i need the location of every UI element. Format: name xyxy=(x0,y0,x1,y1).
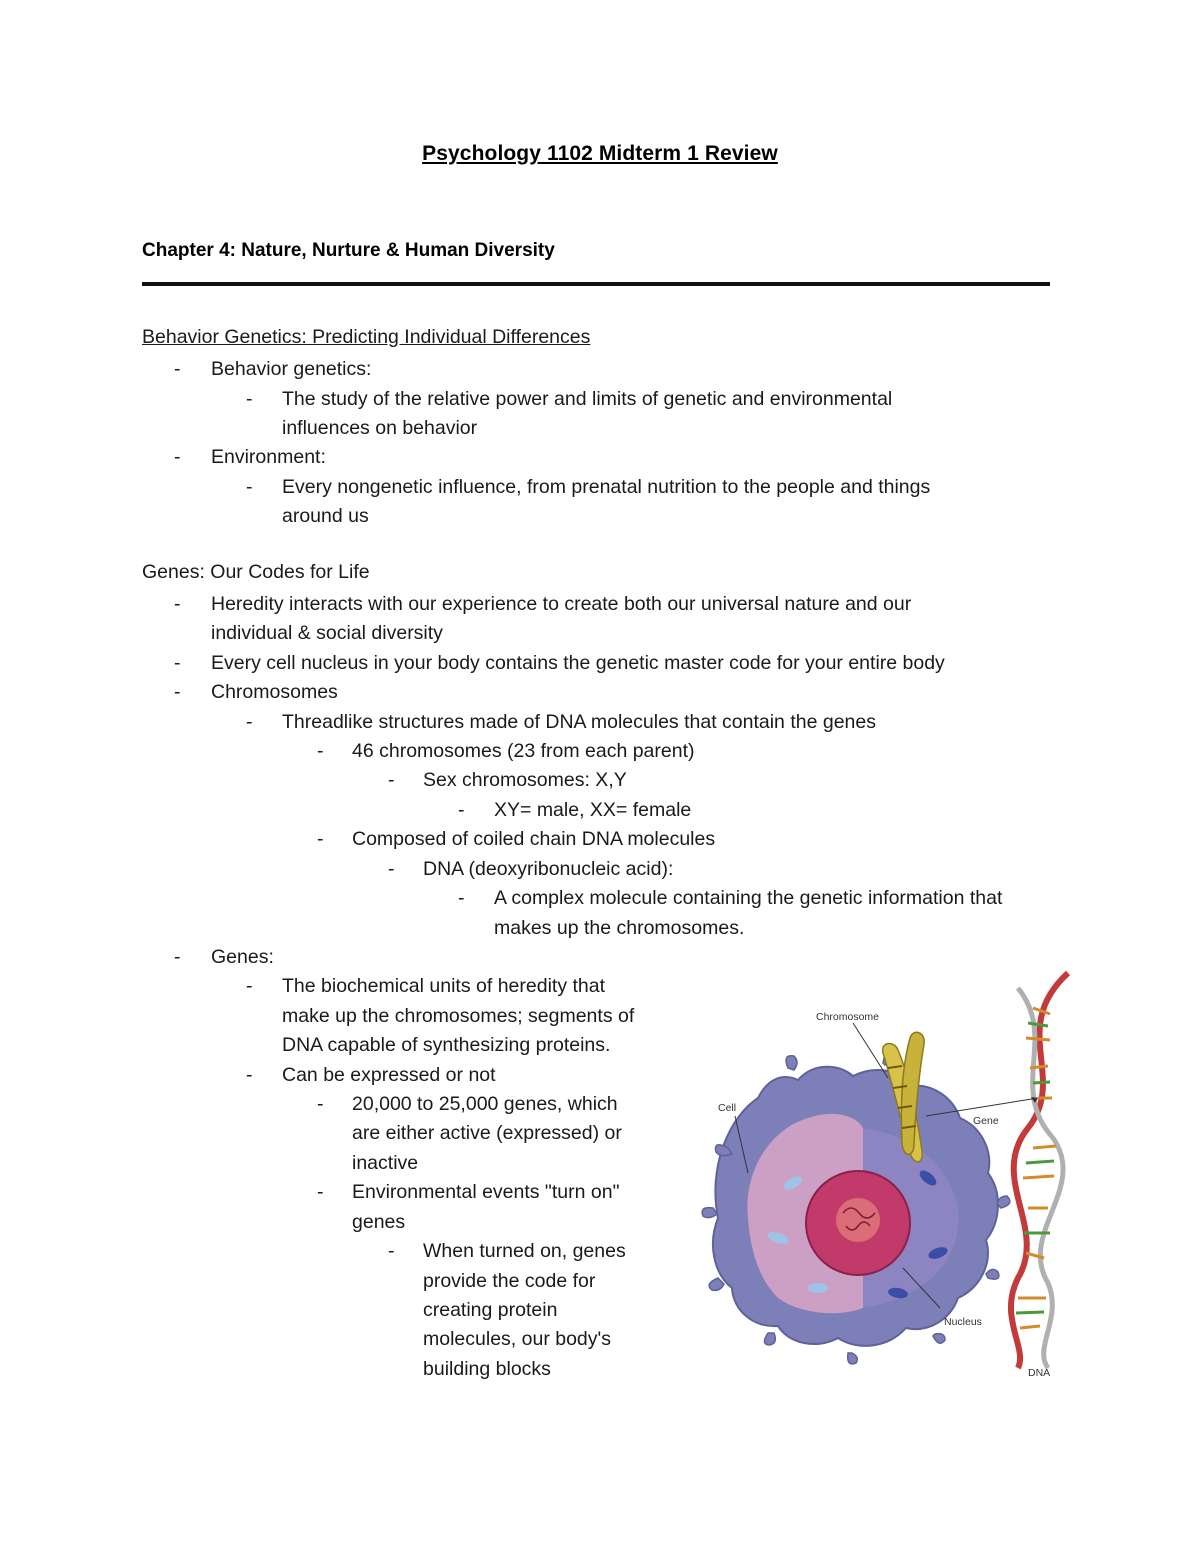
bullet-dash: - xyxy=(246,975,253,997)
bullet-dash: - xyxy=(246,711,253,733)
label-gene: Gene xyxy=(973,1115,999,1127)
list-item: XY= male, XX= female xyxy=(494,799,692,821)
list-item: 20,000 to 25,000 genes, which xyxy=(352,1093,618,1115)
list-item: Chromosomes xyxy=(211,681,338,703)
list-item: 46 chromosomes (23 from each parent) xyxy=(352,740,695,762)
label-chromosome: Chromosome xyxy=(816,1011,880,1023)
list-item: Every cell nucleus in your body contains the genetic master code for your entire body xyxy=(211,652,945,674)
list-item: creating protein xyxy=(423,1299,558,1321)
list-item: Behavior genetics: xyxy=(211,358,372,380)
list-item: genes xyxy=(352,1211,406,1233)
bullet-dash: - xyxy=(317,740,324,762)
horizontal-rule xyxy=(142,282,1050,286)
bullet-dash: - xyxy=(317,1181,324,1203)
list-item: individual & social diversity xyxy=(211,622,443,644)
cell-dna-svg xyxy=(688,968,1088,1383)
list-item: Can be expressed or not xyxy=(282,1064,496,1086)
section-heading-behavior-genetics: Behavior Genetics: Predicting Individual Differences xyxy=(142,326,591,348)
list-item: Environment: xyxy=(211,446,326,468)
document-title: Psychology 1102 Midterm 1 Review xyxy=(422,142,778,165)
bullet-dash: - xyxy=(174,358,181,380)
bullet-dash: - xyxy=(388,1240,395,1262)
list-item: around us xyxy=(282,505,369,527)
label-dna: DNA xyxy=(1028,1367,1051,1379)
list-item: make up the chromosomes; segments of xyxy=(282,1005,635,1027)
list-item: Heredity interacts with our experience to create both our universal nature and our xyxy=(211,593,912,615)
list-item: provide the code for xyxy=(423,1270,596,1292)
bullet-dash: - xyxy=(246,1064,253,1086)
list-item: molecules, our body's xyxy=(423,1328,611,1350)
list-item: influences on behavior xyxy=(282,417,478,439)
list-item: The study of the relative power and limits of genetic and environmental xyxy=(282,388,893,410)
list-item: DNA (deoxyribonucleic acid): xyxy=(423,858,674,880)
cell-dna-illustration xyxy=(688,968,1088,1383)
bullet-dash: - xyxy=(388,858,395,880)
bullet-dash: - xyxy=(317,1093,324,1115)
list-item: Genes: xyxy=(211,946,274,968)
chapter-heading: Chapter 4: Nature, Nurture & Human Diversity xyxy=(142,240,555,261)
list-item: are either active (expressed) or xyxy=(352,1122,622,1144)
bullet-dash: - xyxy=(317,828,324,850)
list-item: building blocks xyxy=(423,1358,551,1380)
bullet-dash: - xyxy=(458,887,465,909)
bullet-dash: - xyxy=(246,476,253,498)
list-item: inactive xyxy=(352,1152,419,1174)
bullet-dash: - xyxy=(174,446,181,468)
list-item: The biochemical units of heredity that xyxy=(282,975,606,997)
list-item: Composed of coiled chain DNA molecules xyxy=(352,828,716,850)
list-item: Environmental events "turn on" xyxy=(352,1181,620,1203)
bullet-dash: - xyxy=(174,946,181,968)
list-item: makes up the chromosomes. xyxy=(494,917,745,939)
bullet-dash: - xyxy=(174,652,181,674)
list-item: Threadlike structures made of DNA molecules that contain the genes xyxy=(282,711,876,733)
list-item: Every nongenetic influence, from prenatal nutrition to the people and things xyxy=(282,476,931,498)
list-item: When turned on, genes xyxy=(423,1240,626,1262)
list-item: Sex chromosomes: X,Y xyxy=(423,769,627,791)
bullet-dash: - xyxy=(458,799,465,821)
section-heading-genes: Genes: Our Codes for Life xyxy=(142,561,370,583)
bullet-dash: - xyxy=(388,769,395,791)
dna-helix-graphic xyxy=(1011,973,1068,1368)
bullet-dash: - xyxy=(174,681,181,703)
bullet-dash: - xyxy=(174,593,181,615)
label-cell: Cell xyxy=(718,1102,737,1114)
label-nucleus: Nucleus xyxy=(944,1316,982,1328)
list-item: DNA capable of synthesizing proteins. xyxy=(282,1034,611,1056)
bullet-dash: - xyxy=(246,388,253,410)
list-item: A complex molecule containing the genetic information that xyxy=(494,887,1003,909)
